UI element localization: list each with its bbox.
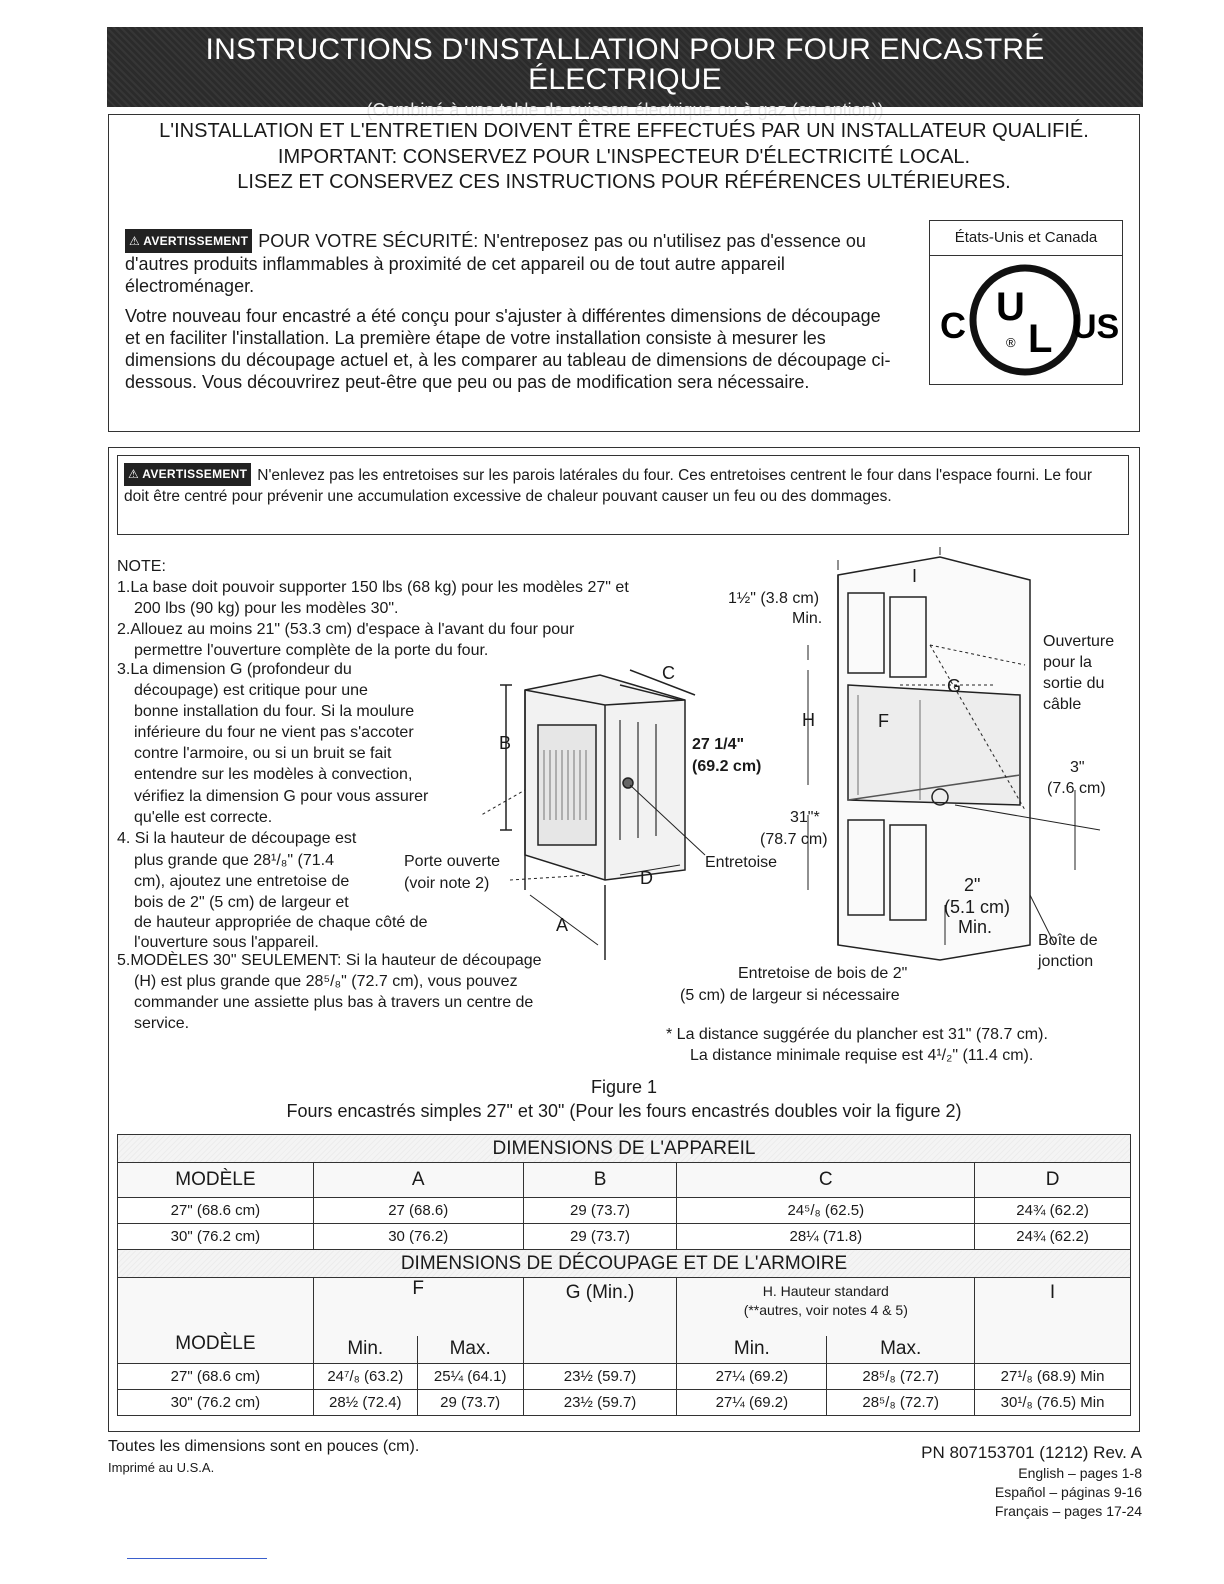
- col-i: I: [975, 1278, 1131, 1364]
- note-3h: qu'elle est correcte.: [134, 809, 273, 826]
- label-cable-opening: Ouverture pour la sortie du câble: [1043, 633, 1115, 713]
- label-min-clearance: 1½" (3.8 cm): [728, 590, 820, 607]
- note-1b: 200 lbs (90 kg) pour les modèles 30".: [134, 600, 399, 617]
- lang-english: English – pages 1-8: [1018, 1465, 1142, 1481]
- notes-heading: NOTE:: [117, 558, 166, 575]
- label-junction-box: Boîte de jonction: [1038, 932, 1098, 970]
- note-4d: bois de 2" (5 cm) de largeur et: [134, 894, 349, 911]
- label-g: G: [947, 676, 962, 696]
- note-3g: vérifiez la dimension G pour vous assurer: [134, 788, 429, 805]
- warning-badge: ⚠ AVERTISSEMENT: [125, 229, 252, 253]
- label-d: D: [640, 868, 653, 888]
- label-c: C: [662, 663, 675, 683]
- note-3e: contre l'armoire, ou si un bruit se fait: [134, 745, 392, 762]
- col-g: G (Min.): [523, 1278, 677, 1364]
- label-voir-note-2: (voir note 2): [404, 875, 490, 892]
- label-2-cm: (5.1 cm): [944, 897, 1011, 917]
- safety-text: N'entreposez pas ou n'utilisez pas d'essence ou d'autres produits inflammables à proximité de cet appareil ou de tout autre appareil électroménager.: [125, 231, 866, 296]
- table-row: 30" (76.2 cm) 30 (76.2) 29 (73.7) 28¼ (71.8) 24¾ (62.2): [118, 1224, 1131, 1250]
- ul-u-mark: U: [996, 285, 1025, 329]
- page-title: INSTRUCTIONS D'INSTALLATION POUR FOUR ENCASTRÉ ÉLECTRIQUE: [205, 33, 1045, 96]
- footer-rule: [127, 1558, 267, 1559]
- label-i: I: [912, 566, 918, 586]
- note-3f: entendre sur les modèles à convection,: [134, 766, 413, 783]
- col-f-max: Max.: [417, 1336, 523, 1364]
- intro-line-1: L'INSTALLATION ET L'ENTRETIEN DOIVENT ÊTRE EFFECTUÉS PAR UN INSTALLATEUR QUALIFIÉ.: [159, 120, 1089, 142]
- col-h-max: Max.: [827, 1336, 975, 1364]
- warning-badge-2: ⚠ AVERTISSEMENT: [124, 463, 251, 486]
- label-2-in: 2": [964, 875, 981, 895]
- note-3b: découpage) est critique pour une: [134, 682, 368, 699]
- figure-label: Figure 1: [590, 1077, 658, 1097]
- table-row: 27" (68.6 cm) 24⁷/₈ (63.2) 25¼ (64.1) 23½ (59.7) 27¼ (69.2) 28⁵/₈ (72.7) 27¹/₈ (68.9) Min: [118, 1364, 1131, 1390]
- ul-r-mark: ®: [1006, 335, 1016, 350]
- footnote-suggested-distance: * La distance suggérée du plancher est 31" (78.7 cm).: [666, 1026, 1048, 1043]
- col-model: MODÈLE: [118, 1163, 314, 1198]
- col-h-min: Min.: [677, 1336, 827, 1364]
- printed-in: Imprimé au U.S.A.: [108, 1460, 215, 1475]
- note-2a: 2.Allouez au moins 21" (53.3 cm) d'espace à l'avant du four pour: [117, 621, 575, 638]
- table-row: 27" (68.6 cm) 27 (68.6) 29 (73.7) 24⁵/₈ (62.5) 24¾ (62.2): [118, 1198, 1131, 1224]
- label-wood-spacer-1: Entretoise de bois de 2": [738, 965, 908, 982]
- oven-height-cm: (69.2 cm): [692, 758, 762, 775]
- safety-paragraph: [125, 229, 910, 297]
- note-2b: permettre l'ouverture complète de la porte du four.: [134, 642, 489, 659]
- label-3-cm: (7.6 cm): [1047, 780, 1106, 797]
- lang-spanish: Español – páginas 9-16: [994, 1484, 1142, 1500]
- col-b: B: [523, 1163, 677, 1198]
- ul-logo-icon: [930, 256, 1121, 384]
- spacer-warning-text: N'enlevez pas les entretoises sur les parois latérales du four. Ces entretoises centrent le four dans l'espace fourni. Le four doit être centré pour prévenir une accumulation excessive de chaleur pouvant causer un feu ou des dommages.: [124, 467, 1093, 505]
- label-31-in: 31"*: [790, 809, 820, 826]
- dimensions-table: [117, 1134, 1131, 1416]
- note-4e: de hauteur appropriée de chaque côté de: [134, 914, 428, 931]
- col-h: H. Hauteur standard (**autres, voir notes 4 & 5): [677, 1278, 975, 1336]
- certification-box: [929, 220, 1123, 385]
- label-3-in: 3": [1070, 759, 1085, 776]
- ul-us-mark: US: [1072, 308, 1120, 346]
- appliance-dimensions-title: DIMENSIONS DE L'APPAREIL: [118, 1135, 1131, 1163]
- oven-height-in: 27 1/4": [692, 736, 745, 753]
- label-2-min: Min.: [958, 917, 993, 937]
- safety-lead: POUR VOTRE SÉCURITÉ:: [258, 231, 479, 251]
- label-31-cm: (78.7 cm): [760, 831, 828, 848]
- label-porte-ouverte: Porte ouverte: [404, 853, 501, 870]
- intro-line-3: LISEZ ET CONSERVEZ CES INSTRUCTIONS POUR RÉFÉRENCES ULTÉRIEURES.: [237, 171, 1011, 193]
- note-4f: l'ouverture sous l'appareil.: [134, 934, 319, 951]
- footnote-minimum-distance: La distance minimale requise est 4¹/₂" (11.4 cm).: [690, 1047, 1034, 1064]
- note-3a: 3.La dimension G (profondeur du: [117, 661, 352, 678]
- col-d: D: [975, 1163, 1131, 1198]
- label-wood-spacer-2: (5 cm) de largeur si nécessaire: [680, 987, 900, 1004]
- intro-body: Votre nouveau four encastré a été conçu pour s'ajuster à différentes dimensions de découpage et en faciliter l'installation. La première étape de votre installation consiste à mesurer les dimensions du découpage actuel et, à les comparer au tableau de dimensions de découpage ci-dessous. Vous découvrirez peut-être que peu ou pas de modification sera nécessaire.: [125, 306, 891, 392]
- oven-diagram: [480, 640, 710, 970]
- cutout-dimensions-title: DIMENSIONS DE DÉCOUPAGE ET DE L'ARMOIRE: [118, 1250, 1131, 1278]
- note-5a: 5.MODÈLES 30" SEULEMENT: Si la hauteur de découpage: [117, 952, 542, 969]
- lang-french: Français – pages 17-24: [994, 1503, 1142, 1519]
- col-c: C: [677, 1163, 975, 1198]
- units-note: Toutes les dimensions sont en pouces (cm).: [108, 1438, 420, 1455]
- page-subtitle: (Combiné à une table de cuisson électrique ou à gaz (en option)): [366, 100, 884, 120]
- col-model-2: MODÈLE: [118, 1278, 314, 1364]
- note-5d: service.: [134, 1015, 190, 1032]
- note-3d: inférieure du four ne vient pas s'accoter: [134, 724, 414, 741]
- note-4c: cm), ajoutez une entretoise de: [134, 873, 350, 890]
- certification-region: États-Unis et Canada: [930, 221, 1122, 256]
- label-f: F: [878, 711, 889, 731]
- col-f-min: Min.: [313, 1336, 417, 1364]
- spacer-warning: [124, 463, 1119, 507]
- title-banner: [107, 27, 1143, 120]
- col-f: F: [313, 1278, 523, 1336]
- note-1a: 1.La base doit pouvoir supporter 150 lbs (68 kg) pour les modèles 27" et: [117, 579, 629, 596]
- ul-l-mark: L: [1028, 317, 1053, 361]
- note-5b: (H) est plus grande que 28⁵/₈" (72.7 cm), vous pouvez: [134, 973, 518, 990]
- label-h: H: [802, 710, 815, 730]
- figure-caption: Fours encastrés simples 27" et 30" (Pour les fours encastrés doubles voir la figure 2): [286, 1101, 962, 1121]
- ul-c-mark: C: [940, 305, 966, 346]
- label-b: B: [499, 733, 512, 753]
- table-row: 30" (76.2 cm) 28½ (72.4) 29 (73.7) 23½ (59.7) 27¼ (69.2) 28⁵/₈ (72.7) 30¹/₈ (76.5) Min: [118, 1390, 1131, 1416]
- part-number: PN 807153701 (1212) Rev. A: [921, 1443, 1142, 1462]
- label-a: A: [556, 915, 569, 935]
- label-entretoise: Entretoise: [705, 854, 778, 871]
- label-min-clearance-min: Min.: [792, 610, 823, 627]
- col-a: A: [313, 1163, 523, 1198]
- note-5c: commander une assiette plus bas à travers un centre de: [134, 994, 534, 1011]
- intro-line-2: IMPORTANT: CONSERVEZ POUR L'INSPECTEUR D'ÉLECTRICITÉ LOCAL.: [277, 146, 971, 168]
- note-3c: bonne installation du four. Si la moulure: [134, 703, 415, 720]
- note-4b: plus grande que 28¹/₈" (71.4: [134, 852, 334, 869]
- note-4a: 4. Si la hauteur de découpage est: [117, 830, 357, 847]
